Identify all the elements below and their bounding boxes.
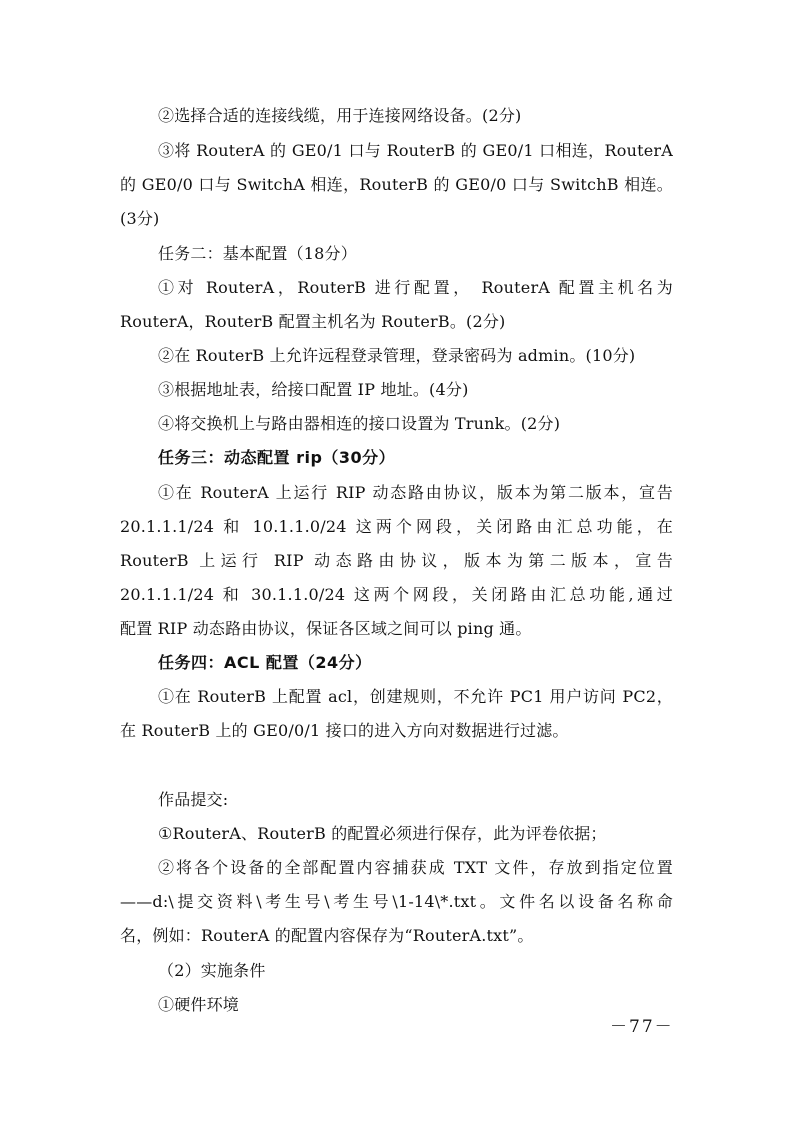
text-line: ②选择合适的连接线缆，用于连接网络设备。(2分) (158, 106, 522, 125)
text-line: ④将交换机上与路由器相连的接口设置为 Trunk。(2分) (158, 414, 561, 433)
text-line: 的 GE0/0 口与 SwitchA 相连，RouterB 的 GE0/0 口与 SwitchB 相连。 (120, 175, 673, 194)
text-line: ①在 RouterB 上配置 acl，创建规则，不允许 PC1 用户访问 PC2， (158, 687, 673, 706)
text-line: ①对 RouterA，RouterB 进行配置， RouterA 配置主机名为 (158, 278, 673, 297)
text-line: RouterA，RouterB 配置主机名为 RouterB。(2分) (120, 312, 506, 331)
text-line: ①硬件环境 (158, 995, 240, 1014)
text-line: ①在 RouterA 上运行 RIP 动态路由协议，版本为第二版本，宣告 (158, 483, 673, 502)
text-line: ②在 RouterB 上允许远程登录管理，登录密码为 admin。(10分) (158, 346, 636, 365)
text-line: (3分) (120, 209, 160, 228)
text-line: ③将 RouterA 的 GE0/1 口与 RouterB 的 GE0/1 口相连，RouterA (158, 141, 673, 160)
text-line: 20.1.1.1/24 和 10.1.1.0/24 这两个网段，关闭路由汇总功能，在 (120, 517, 673, 536)
text-line: ③根据地址表，给接口配置 IP 地址。(4分) (158, 380, 469, 399)
text-line: ②将各个设备的全部配置内容捕获成 TXT 文件，存放到指定位置 (158, 858, 673, 877)
text-line: 在 RouterB 上的 GE0/0/1 接口的进入方向对数据进行过滤。 (120, 721, 569, 740)
text-line: 名，例如：RouterA 的配置内容保存为“RouterA.txt”。 (120, 926, 534, 945)
text-line: ①RouterA、RouterB 的配置必须进行保存，此为评卷依据； (158, 824, 607, 843)
text-line: 作品提交: (158, 790, 229, 809)
text-line: ——d:\提交资料\考生号\考生号\1-14\*.txt。文件名以设备名称命 (120, 892, 673, 911)
section-heading-bold: 任务三：动态配置 rip（30分） (158, 448, 396, 467)
text-line: 配置 RIP 动态路由协议，保证各区域之间可以 ping 通。 (120, 619, 532, 638)
section-heading-bold: 任务四：ACL 配置（24分） (158, 653, 372, 672)
section-heading: 任务二：基本配置（18分） (158, 244, 357, 263)
text-line: RouterB 上运行 RIP 动态路由协议，版本为第二版本，宣告 (120, 551, 673, 570)
page-number: －77－ (610, 1017, 674, 1037)
text-line: 20.1.1.1/24 和 30.1.1.0/24 这两个网段，关闭路由汇总功能,通过 (120, 585, 673, 604)
subsection-heading: （2）实施条件 (158, 961, 266, 980)
